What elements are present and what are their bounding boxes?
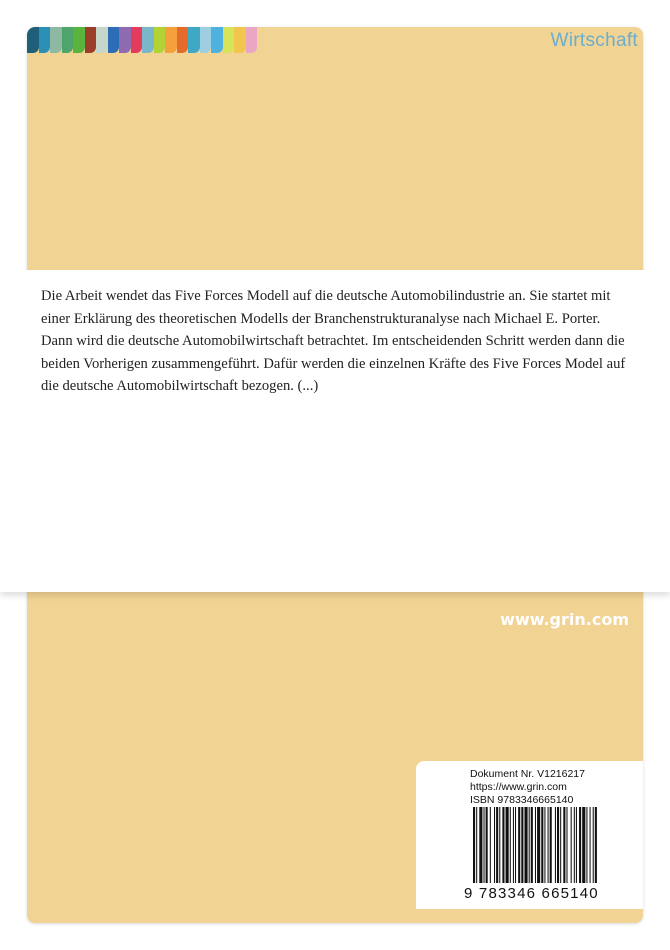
color-stripe — [85, 27, 97, 53]
barcode-bar — [566, 807, 567, 883]
barcode-bar — [579, 807, 581, 883]
barcode-bar — [574, 807, 575, 883]
barcode-bar — [548, 807, 549, 883]
color-stripe — [188, 27, 200, 53]
isbn-label: ISBN 9783346665140 — [470, 794, 574, 806]
color-stripe — [234, 27, 246, 53]
barcode-bar — [479, 807, 482, 883]
barcode-bar — [531, 807, 533, 883]
color-stripe — [165, 27, 177, 53]
barcode-bar — [557, 807, 559, 883]
barcode-bar — [541, 807, 543, 883]
barcode-bar — [513, 807, 514, 883]
abstract-text: Die Arbeit wendet das Five Forces Modell auf die deutsche Automobilindustrie an. Sie startet mit einer Erklärung des theoretischen Modells der Branchenstrukturanalyse nach Michael E. Porter. Dann wird die deutsche Automobilwirtschaft betrachtet. Im entscheidenden Schritt werden dann die beiden Vorherigen zusammengeführt. Dafür werden die einzelnen Kräfte des Five Forces Model auf die deutsche Automobilwirtschaft bezogen. (...) — [41, 288, 626, 395]
barcode-bar — [502, 807, 504, 883]
barcode-bar — [529, 807, 530, 883]
color-stripe — [27, 27, 39, 53]
barcode-bar — [494, 807, 495, 883]
document-number: Dokument Nr. V1216217 — [470, 768, 585, 780]
isbn-barcode — [473, 807, 625, 887]
document-url[interactable]: https://www.grin.com — [470, 781, 567, 793]
color-stripe — [223, 27, 235, 53]
color-stripe — [131, 27, 143, 53]
barcode-bar — [593, 807, 594, 883]
color-stripe — [142, 27, 154, 53]
barcode-bar — [496, 807, 498, 883]
color-stripe — [119, 27, 131, 53]
barcode-bar — [506, 807, 509, 883]
barcode-digits: 9 783346 665140 — [464, 885, 599, 902]
category-label: Wirtschaft — [550, 30, 638, 51]
barcode-bar — [473, 807, 475, 883]
barcode-bar — [476, 807, 477, 883]
barcode-bar — [486, 807, 488, 883]
barcode-bar — [518, 807, 520, 883]
barcode-bar — [544, 807, 545, 883]
barcode-bar — [535, 807, 536, 883]
barcode-bar — [515, 807, 516, 883]
color-stripe — [177, 27, 189, 53]
barcode-bar — [510, 807, 511, 883]
barcode-bar — [555, 807, 556, 883]
barcode-bar — [499, 807, 500, 883]
color-stripe — [50, 27, 62, 53]
barcode-bar — [537, 807, 540, 883]
color-stripe — [154, 27, 166, 53]
color-stripe — [108, 27, 120, 53]
color-stripe — [211, 27, 223, 53]
barcode-bar — [571, 807, 572, 883]
barcode-bar — [524, 807, 527, 883]
color-stripe — [73, 27, 85, 53]
barcode-bar — [560, 807, 561, 883]
color-stripes — [27, 27, 257, 53]
barcode-bar — [595, 807, 597, 883]
barcode-bar — [521, 807, 523, 883]
barcode-bar — [484, 807, 485, 883]
barcode-bar — [563, 807, 565, 883]
barcode-bar — [582, 807, 585, 883]
color-stripe — [246, 27, 258, 53]
barcode-bar — [550, 807, 552, 883]
color-stripe — [200, 27, 212, 53]
barcode-bar — [590, 807, 591, 883]
barcode-bar — [490, 807, 491, 883]
publisher-website[interactable]: www.grin.com — [500, 610, 629, 629]
color-stripe — [96, 27, 108, 53]
color-stripe — [39, 27, 51, 53]
color-stripe — [62, 27, 74, 53]
barcode-bar — [576, 807, 577, 883]
barcode-bar — [586, 807, 587, 883]
